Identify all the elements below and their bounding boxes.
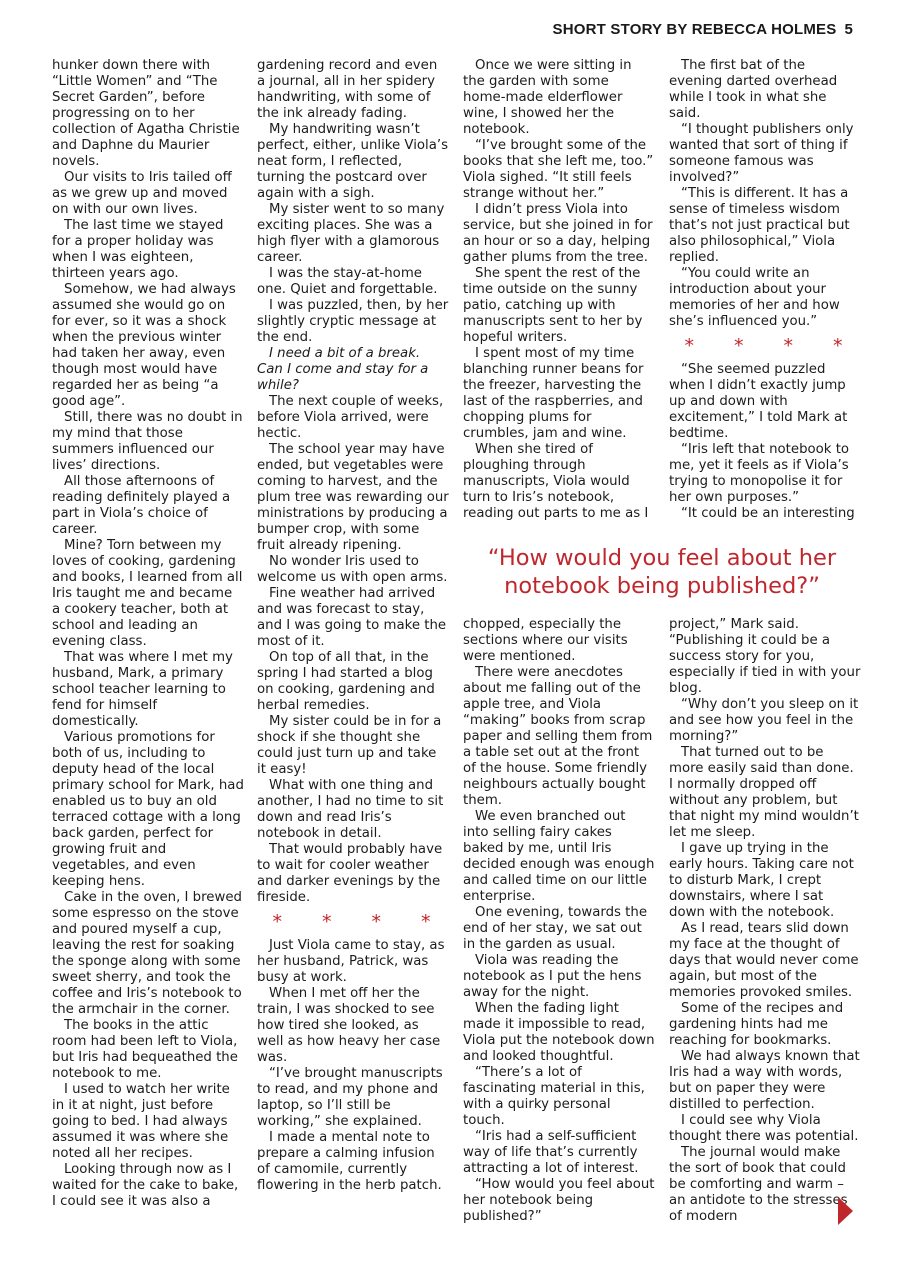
paragraph: project,” Mark said. “Publishing it could be a success story for you, especially if tied in with your blog.: [669, 617, 861, 696]
paragraph: “She seemed puzzled when I didn’t exactly jump up and down with excitement,” I told Mark at bedtime.: [669, 362, 848, 441]
paragraph: “This is different. It has a sense of timeless wisdom that’s not just practical but also philosophical,” Viola replied.: [669, 186, 850, 265]
paragraph: The last time we stayed for a proper holiday was when I was eighteen, thirteen years ago.: [52, 218, 224, 281]
paragraph: That would probably have to wait for cooler weather and darker evenings by the fireside.: [257, 842, 443, 905]
paragraph: Once we were sitting in the garden with some home-made elderflower wine, I showed her the notebook.: [463, 58, 632, 137]
paragraph: All those afternoons of reading definitely played a part in Viola’s choice of career.: [52, 474, 231, 537]
paragraph: No wonder Iris used to welcome us with open arms.: [257, 554, 448, 585]
paragraph: gardening record and even a journal, all in her spidery handwriting, with some of the ink already fading.: [257, 58, 438, 121]
text-column-2: [257, 58, 449, 1194]
paragraph: Our visits to Iris tailed off as we grew up and moved on with our own lives.: [52, 170, 232, 217]
paragraph: Just Viola came to stay, as her husband, Patrick, was busy at work.: [257, 938, 445, 985]
paragraph: I used to watch her write in it at night, just before going to bed. I had always assumed it was where she noted all her recipes.: [52, 1082, 230, 1161]
paragraph: The school year may have ended, but vegetables were coming to harvest, and the plum tree was rewarding our ministrations by producing a bumper crop, with some fruit already ripening.: [257, 442, 449, 553]
paragraph: The books in the attic room had been left to Viola, but Iris had bequeathed the notebook to me.: [52, 1018, 238, 1081]
paragraph: “I’ve brought some of the books that she left me, too.” Viola sighed. “It still feels strange without her.”: [463, 138, 654, 201]
paragraph: “You could write an introduction about your memories of her and how she’s influenced you.”: [669, 266, 840, 329]
paragraph: “Iris had a self-sufficient way of life that’s currently attracting a lot of interest.: [463, 1129, 639, 1176]
paragraph: When the fading light made it impossible to read, Viola put the notebook down and looked thoughtful.: [463, 1001, 655, 1064]
paragraph: I spent most of my time blanching runner beans for the freezer, harvesting the last of the raspberries, and chopping plums for crumbles, jam and wine.: [463, 346, 644, 441]
paragraph: My sister could be in for a shock if she thought she could just turn up and take it easy!: [257, 714, 442, 777]
paragraph: That turned out to be more easily said than done. I normally dropped off without any problem, but that night my mind wouldn’t let me sleep.: [669, 745, 859, 840]
paragraph: “Iris left that notebook to me, yet it feels as if Viola’s trying to monopolise it for her own purposes.”: [669, 442, 850, 505]
text-column-3-bottom: [463, 617, 655, 1225]
paragraph: “How would you feel about her notebook being published?”: [463, 1177, 655, 1224]
paragraph: “I’ve brought manuscripts to read, and my phone and laptop, so I’ll still be working,” she explained.: [257, 1066, 443, 1129]
paragraph: Somehow, we had always assumed she would go on for ever, so it was a shock when the previous winter had taken her away, even though most would have regarded her as being “a good age”.: [52, 282, 236, 409]
paragraph: As I read, tears slid down my face at the thought of days that would never come again, but most of the memories provoked smiles.: [669, 921, 859, 1000]
paragraph: There were anecdotes about me falling out of the apple tree, and Viola “making” books from scrap paper and selling them from a table set out at the front of the house. Some friendly neighbours actually bought them.: [463, 665, 653, 808]
paragraph: The journal would make the sort of book that could be comforting and warm – an antidote to the stresses of modern: [669, 1145, 848, 1224]
paragraph: I need a bit of a break. Can I come and stay for a while?: [257, 346, 429, 393]
paragraph: chopped, especially the sections where our visits were mentioned.: [463, 617, 628, 664]
section-break-stars: * * * *: [684, 335, 860, 357]
paragraph: When she tired of ploughing through manuscripts, Viola would turn to Iris’s notebook, reading out parts to me as I: [463, 442, 649, 521]
paragraph: Mine? Torn between my loves of cooking, gardening and books, I learned from all Iris taught me and became a cookery teacher, both at school and leading an evening class.: [52, 538, 243, 649]
paragraph: The next couple of weeks, before Viola arrived, were hectic.: [257, 394, 444, 441]
paragraph: My sister went to so many exciting places. She was a high flyer with a glamorous career.: [257, 202, 445, 265]
paragraph: That was where I met my husband, Mark, a primary school teacher learning to fend for himself domestically.: [52, 650, 233, 729]
paragraph: One evening, towards the end of her stay, we sat out in the garden as usual.: [463, 905, 647, 952]
page-header: [553, 21, 853, 38]
paragraph: I gave up trying in the early hours. Taking care not to disturb Mark, I crept downstairs, where I sat down with the notebook.: [669, 841, 854, 920]
page-number: 5: [844, 21, 853, 38]
paragraph: On top of all that, in the spring I had started a blog on cooking, gardening and herbal remedies.: [257, 650, 435, 713]
paragraph: Still, there was no doubt in my mind that those summers influenced our lives’ directions.: [52, 410, 243, 473]
paragraph: “It could be an interesting: [681, 506, 855, 521]
paragraph: What with one thing and another, I had no time to sit down and read Iris’s notebook in detail.: [257, 778, 444, 841]
paragraph: Some of the recipes and gardening hints had me reaching for bookmarks.: [669, 1001, 844, 1048]
story-byline: SHORT STORY BY REBECCA HOLMES: [552, 21, 837, 38]
paragraph: The first bat of the evening darted overhead while I took in what she said.: [669, 58, 838, 121]
paragraph: Fine weather had arrived and was forecast to stay, and I was going to make the most of it.: [257, 586, 447, 649]
section-break-stars: * * * *: [272, 911, 448, 933]
paragraph: Looking through now as I waited for the cake to bake, I could see it was also a: [52, 1162, 239, 1209]
continue-arrow-icon[interactable]: [838, 1197, 853, 1225]
paragraph: Viola was reading the notebook as I put the hens away for the night.: [463, 953, 642, 1000]
paragraph: I was puzzled, then, by her slightly cryptic message at the end.: [257, 298, 449, 345]
paragraph: My handwriting wasn’t perfect, either, unlike Viola’s neat form, I reflected, turning the postcard over again with a sigh.: [257, 122, 449, 201]
paragraph: I could see why Viola thought there was potential.: [669, 1113, 859, 1144]
paragraph: I made a mental note to prepare a calming infusion of camomile, currently flowering in the herb patch.: [257, 1130, 442, 1193]
paragraph: “There’s a lot of fascinating material in this, with a quirky personal touch.: [463, 1065, 645, 1128]
paragraph: hunker down there with “Little Women” and “The Secret Garden”, before progressing on to her collection of Agatha Christie and Daphne du Maurier novels.: [52, 58, 240, 169]
text-column-1: [52, 58, 244, 1210]
paragraph: We had always known that Iris had a way with words, but on paper they were distilled to perfection.: [669, 1049, 860, 1112]
pull-quote: “How would you feel about her notebook being published?”: [487, 545, 837, 599]
text-column-4-bottom: [669, 617, 861, 1225]
paragraph: When I met off her the train, I was shocked to see how tired she looked, as well as how heavy her case was.: [257, 986, 441, 1065]
paragraph: Various promotions for both of us, including to deputy head of the local primary school for Mark, had enabled us to buy an old terraced cottage with a long back garden, perfect for growing fruit and vegetables, and even keeping hens.: [52, 730, 244, 889]
paragraph: I didn’t press Viola into service, but she joined in for an hour or so a day, helping gather plums from the tree.: [463, 202, 653, 265]
text-column-4-top: [669, 58, 861, 522]
paragraph: “Why don’t you sleep on it and see how you feel in the morning?”: [669, 697, 859, 744]
text-column-3-top: [463, 58, 655, 522]
paragraph: We even branched out into selling fairy cakes baked by me, until Iris decided enough was enough and called time on our little enterprise.: [463, 809, 655, 904]
paragraph: I was the stay-at-home one. Quiet and forgettable.: [257, 266, 438, 297]
paragraph: She spent the rest of the time outside on the sunny patio, catching up with manuscripts sent to her by hopeful writers.: [463, 266, 643, 345]
paragraph: “I thought publishers only wanted that sort of thing if someone famous was involved?”: [669, 122, 854, 185]
paragraph: Cake in the oven, I brewed some espresso on the stove and poured myself a cup, leaving the rest for soaking the sponge along with some sweet sherry, and took the coffee and Iris’s notebook to the armchair in the corner.: [52, 890, 242, 1017]
